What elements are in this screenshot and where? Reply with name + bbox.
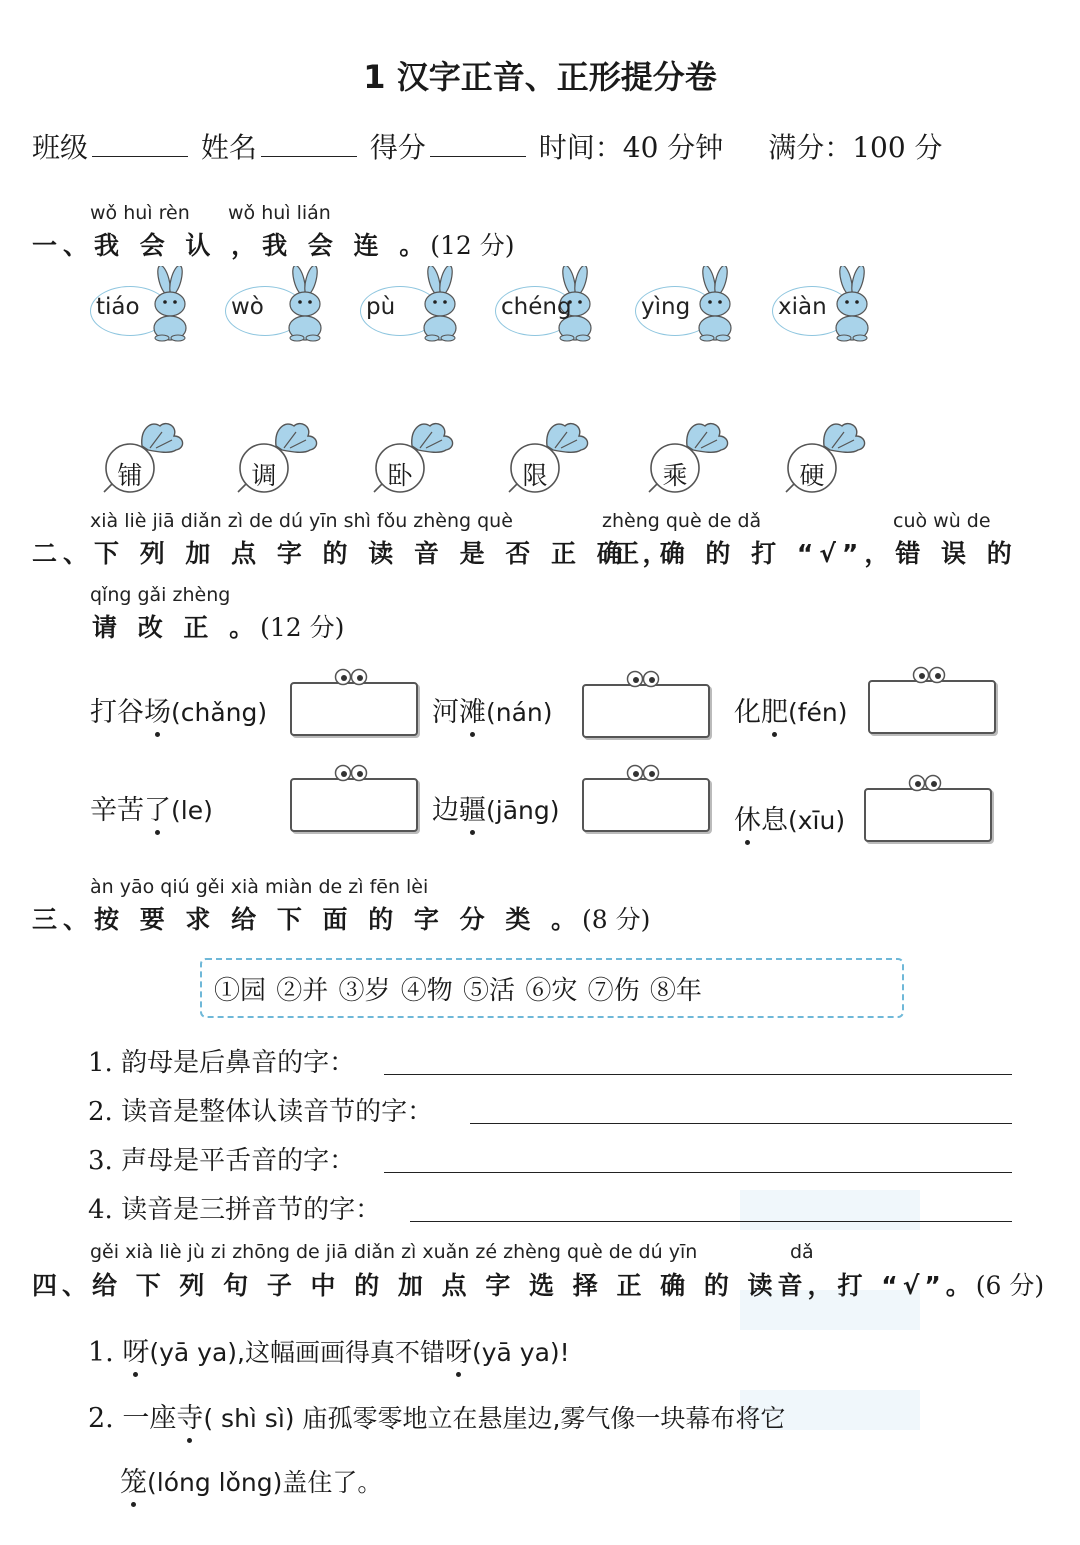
word-dotted-char: 场 bbox=[144, 690, 171, 729]
word-dotted-char: 肥 bbox=[761, 690, 788, 729]
radish-char: 乘 bbox=[662, 461, 688, 490]
bunny-pinyin: xiàn bbox=[778, 294, 827, 320]
word-pre: 辛苦 bbox=[90, 795, 144, 826]
eyes-icon bbox=[910, 666, 950, 688]
s4-q1-text[interactable]: (yā ya),这幅画画得真不错 bbox=[149, 1338, 445, 1367]
bunny-pinyin: wò bbox=[231, 294, 264, 320]
s3-heading bbox=[32, 900, 650, 936]
page-title: 1 汉字正音、正形提分卷 bbox=[363, 58, 717, 96]
s2-answer-box-5[interactable] bbox=[582, 778, 710, 832]
word-dotted-char: 了 bbox=[144, 788, 171, 827]
word-pinyin: (jāng) bbox=[486, 796, 560, 825]
word-dotted-char: 休 bbox=[734, 798, 761, 837]
s4-heading bbox=[32, 1266, 1044, 1302]
s1-pinyin-a: wǒ huì rèn bbox=[90, 202, 190, 224]
word-dotted-char: 滩 bbox=[459, 690, 486, 729]
s3-heading-text: 三、按 要 求 给 下 面 的 字 分 类 。 bbox=[32, 905, 583, 934]
s2-word-4 bbox=[90, 788, 213, 827]
bunny-pinyin: chéng bbox=[501, 294, 572, 320]
char-choices: ①园 ②并 ③岁 ④物 ⑤活 ⑥灾 ⑦伤 ⑧年 bbox=[214, 976, 702, 1006]
s4-question-2-cont bbox=[120, 1460, 382, 1499]
name-label: 姓名 bbox=[200, 131, 257, 164]
word-pre: 边 bbox=[432, 795, 459, 826]
s1-heading-text: 一、我 会 认 ，我 会 连 。 bbox=[32, 231, 431, 260]
s4-q2-text[interactable]: ( shì sì) 庙孤零零地立在悬崖边,雾气像一块幕布将它 bbox=[203, 1404, 786, 1433]
box-eyes-icon bbox=[624, 670, 664, 688]
bunny-pinyin: tiáo bbox=[96, 294, 140, 320]
eyes-icon bbox=[332, 668, 372, 690]
char-choice-box bbox=[200, 958, 904, 1018]
s2-heading-b: 正 确 的 打 “√”，错 误 的 bbox=[614, 539, 1018, 568]
word-post: 息 bbox=[761, 805, 788, 836]
s3-question-4: 4. 读音是三拼音节的字： bbox=[88, 1195, 382, 1225]
s4-q2-dotted-char: 寺 bbox=[176, 1396, 203, 1435]
time-text: 时间：40 分钟 bbox=[538, 131, 724, 164]
word-pinyin: (chǎng) bbox=[171, 698, 268, 727]
s2-pinyin-c: cuò wù de bbox=[893, 510, 991, 532]
char-radish-2[interactable] bbox=[234, 418, 324, 508]
s2-pinyin-b: zhèng què de dǎ bbox=[602, 510, 762, 532]
box-eyes-icon bbox=[332, 668, 372, 686]
rabbit-icon bbox=[404, 266, 464, 342]
s2-word-1 bbox=[90, 690, 267, 729]
char-radish-3[interactable] bbox=[370, 418, 460, 508]
box-eyes-icon bbox=[906, 774, 946, 792]
class-label: 班级 bbox=[32, 131, 89, 164]
rabbit-icon bbox=[134, 266, 194, 342]
s2-answer-box-4[interactable] bbox=[290, 778, 418, 832]
s2-heading-a: 二、下 列 加 点 字 的 读 音 是 否 正 确 ， bbox=[32, 539, 674, 568]
radish-char: 卧 bbox=[387, 461, 413, 490]
word-pre: 化 bbox=[734, 697, 761, 728]
s4-score: (6 分) bbox=[975, 1271, 1045, 1300]
pinyin-bunny-4[interactable] bbox=[495, 282, 595, 342]
s2-answer-box-1[interactable] bbox=[290, 682, 418, 736]
char-radish-4[interactable] bbox=[505, 418, 595, 508]
s2-word-2 bbox=[432, 690, 553, 729]
s4-pinyin-b: dǎ bbox=[790, 1241, 814, 1263]
word-pinyin: (fén) bbox=[788, 698, 848, 727]
rabbit-icon bbox=[269, 266, 329, 342]
word-pinyin: (le) bbox=[171, 796, 213, 825]
s4-q1-options-2[interactable]: (yā ya)! bbox=[471, 1338, 570, 1367]
pinyin-bunny-3[interactable] bbox=[360, 282, 460, 342]
word-dotted-char: 疆 bbox=[459, 788, 486, 827]
s2-word-3 bbox=[734, 690, 848, 729]
s2-heading-c-text: 请 改 正 。 bbox=[92, 613, 261, 642]
s3-question-1: 1. 韵母是后鼻音的字： bbox=[88, 1048, 356, 1078]
s3-pinyin: àn yāo qiú gěi xià miàn de zì fēn lèi bbox=[90, 876, 429, 898]
word-pre: 河 bbox=[432, 697, 459, 728]
s4-question-1 bbox=[88, 1330, 570, 1369]
s4-question-2 bbox=[88, 1396, 785, 1435]
word-pre: 打谷 bbox=[90, 697, 144, 728]
radish-char: 调 bbox=[251, 461, 277, 490]
s4-q1-dotted-char-2: 呀 bbox=[445, 1330, 472, 1369]
radish-char: 限 bbox=[522, 461, 548, 490]
s2-pinyin-a: xià liè jiā diǎn zì de dú yīn shì fǒu zhèng què bbox=[90, 510, 513, 532]
pinyin-bunny-5[interactable] bbox=[635, 282, 735, 342]
s2-answer-box-6[interactable] bbox=[864, 788, 992, 842]
pinyin-bunny-6[interactable] bbox=[772, 282, 872, 342]
s1-pinyin-b: wǒ huì lián bbox=[228, 202, 331, 224]
s4-q1-num: 1. bbox=[88, 1337, 123, 1368]
s4-q2-options-2[interactable]: (lóng lǒng)盖住了。 bbox=[147, 1468, 383, 1497]
s2-score: (12 分) bbox=[260, 613, 345, 642]
char-radish-6[interactable] bbox=[782, 418, 872, 508]
full-score-text: 满分：100 分 bbox=[768, 131, 943, 164]
s2-answer-box-3[interactable] bbox=[868, 680, 996, 734]
class-blank[interactable] bbox=[92, 130, 188, 157]
s2-answer-box-2[interactable] bbox=[582, 684, 710, 738]
box-eyes-icon bbox=[332, 764, 372, 782]
radish-char: 硬 bbox=[799, 461, 825, 490]
s1-score: (12 分) bbox=[430, 231, 515, 260]
word-pinyin: (xīu) bbox=[788, 806, 846, 835]
s2-pinyin-d: qǐng gǎi zhèng bbox=[90, 584, 231, 606]
score-label: 得分 bbox=[369, 131, 426, 164]
char-radish-1[interactable] bbox=[100, 418, 190, 508]
eyes-icon bbox=[624, 764, 664, 786]
s4-q1-dotted-char: 呀 bbox=[122, 1330, 149, 1369]
s3-answer-line-1[interactable] bbox=[384, 1074, 1012, 1075]
s3-answer-line-3[interactable] bbox=[384, 1172, 1012, 1173]
box-eyes-icon bbox=[910, 666, 950, 684]
bunny-pinyin: pù bbox=[366, 294, 396, 320]
s3-answer-line-2[interactable] bbox=[470, 1123, 1012, 1124]
s3-question-3: 3. 声母是平舌音的字： bbox=[88, 1146, 356, 1176]
s2-word-5 bbox=[432, 788, 560, 827]
s2-heading-c bbox=[92, 608, 344, 644]
s4-q2-num: 2. 一座 bbox=[88, 1403, 177, 1434]
s4-pinyin-a: gěi xià liè jù zi zhōng de jiā diǎn zì xuǎn zé zhèng què de dú yīn bbox=[90, 1241, 698, 1263]
char-radish-5[interactable] bbox=[645, 418, 735, 508]
radish-char: 铺 bbox=[117, 461, 143, 490]
eyes-icon bbox=[624, 670, 664, 692]
name-blank[interactable] bbox=[261, 130, 357, 157]
s1-heading bbox=[32, 226, 515, 262]
box-eyes-icon bbox=[624, 764, 664, 782]
s3-answer-line-4[interactable] bbox=[410, 1221, 1012, 1222]
s3-question-2: 2. 读音是整体认读音节的字： bbox=[88, 1097, 434, 1127]
eyes-icon bbox=[332, 764, 372, 786]
pinyin-bunny-2[interactable] bbox=[225, 282, 325, 342]
s3-score: (8 分) bbox=[582, 905, 651, 934]
pinyin-bunny-1[interactable] bbox=[90, 282, 190, 342]
s2-word-6 bbox=[734, 798, 845, 837]
word-pinyin: (nán) bbox=[486, 698, 553, 727]
info-row bbox=[32, 126, 947, 166]
bunny-pinyin: yìng bbox=[641, 294, 691, 320]
s4-q2-dotted-char-2: 笼 bbox=[120, 1460, 147, 1499]
score-blank[interactable] bbox=[430, 130, 526, 157]
eyes-icon bbox=[906, 774, 946, 796]
s4-heading-text: 四、给 下 列 句 子 中 的 加 点 字 选 择 正 确 的 读音，打 “√”。 bbox=[32, 1271, 976, 1300]
